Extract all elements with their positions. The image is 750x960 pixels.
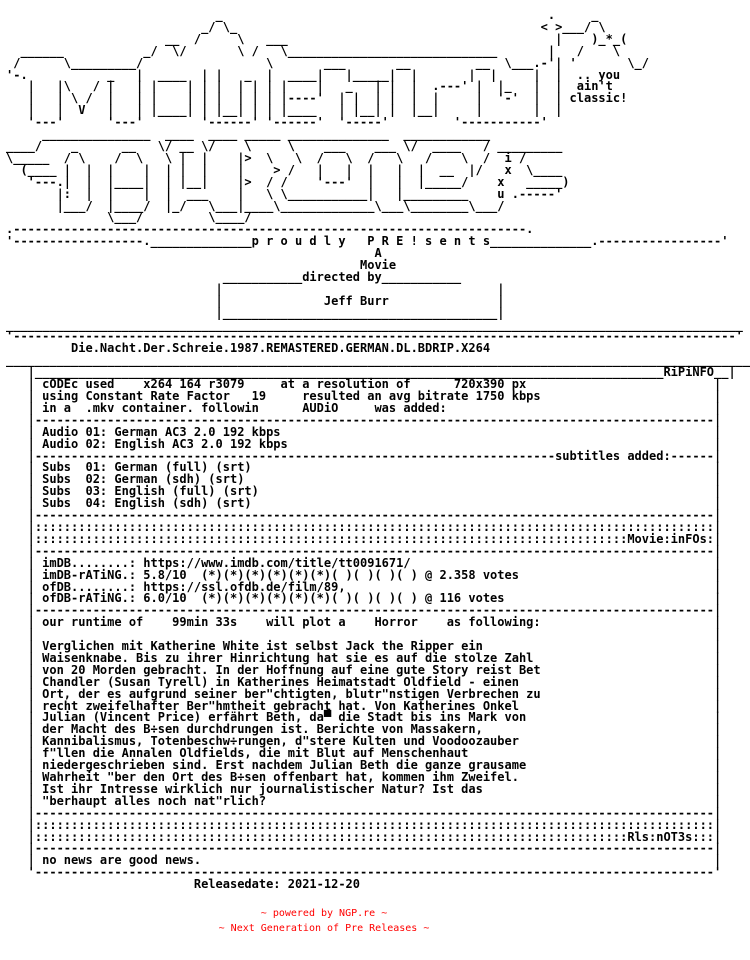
footer-tagline: ~ Next Generation of Pre Releases ~ — [218, 923, 430, 934]
nfo-text: _ . _ _/ \_ < >___/ \ __ / \ ___ | )_*_( ______ _/ \/ \ / \_____________________________ | / \ / \_________/ \ ___ __ __ \___.-'| ' \_/ '-. _ | ____ | | _ | ____| |_____| | | | | | .. you | |\ / | | | | | | | | | | | _ | | | .---' | |_ | | ain't | | \ / | | | | | | | | | |----' | | | | | | | '-' | | classic! | | V | | |____| | |__| | | |____ | |__| | |__| | | | '---' '---' '------' '------' '-----' '-----------' _______________ ____ ____ _____ ______________ ____________ ____/ _ __ \/ __ \/ \ \ ___ ___ \/ ____ / _________ \_____ / \ / \ \ | | |> \ \ / \ / \ / \ / i / (____ | | | | | | | | > / | | | | | __ |/ x \____ '---.| | |____| | |__| |> / / '---' | | |_____/ x _____) |: | | | | ___ | \ \___________| |_________ u .-----' |___/ |____/ |_/ \___|____\_____________\___\________\___/ \___/ \____/ .-----------------------------------------------------------------------. '------------------.______________p r o u d l y P R E ! s e n t s______________.-----------------' A Movie ___________directed by___________ | | | Jeff Burr | |______________________________________| ______________________________________________________________________________________________________ '----------------------------------------------------------------------------------------------------' Die.Nacht.Der.Schreie.1987.REMASTERED.GERMAN.DL.BDRIP.X264 _______________________________________________________________________________________________________ |_______________________________________________________________________________________RiPiNFO__| | cODEc used x264 164 r3079 at a resolution of 720x390 px | | using Constant Rate Factor 19 resulted an avg bitrate 1750 kbps | | in a .mkv container. followin AUDiO was added: | |----------------------------------------------------------------------------------------------| | Audio 01: German AC3 2.0 192 kbps | | Audio 02: English AC3 2.0 192 kbps | |------------------------------------------------------------------------subtitles added:------| | Subs 01: German (full) (srt) | | Subs 02: German (sdh) (srt) | | Subs 03: English (full) (srt) | | Subs 04: English (sdh) (srt) | |----------------------------------------------------------------------------------------------| |::::::::::::::::::::::::::::::::::::::::::::::::::::::::::::::::::::::::::::::::::::::::::::::| |::::::::::::::::::::::::::::::::::::::::::::::::::::::::::::::::::::::::::::::::::Movie:inFOs:| |----------------------------------------------------------------------------------------------| | imDB........: https://www.imdb.com/title/tt0091671/ | | imDB-rATiNG.: 5.8/10 (*)(*)(*)(*)(*)(*)( )( )( )( ) @ 2.358 votes | | ofDB........: https://ssl.ofdb.de/film/89, | | ofDB-rATiNG.: 6.0/10 (*)(*)(*)(*)(*)(*)( )( )( )( ) @ 116 votes | |----------------------------------------------------------------------------------------------| | our runtime of 99min 33s will plot a Horror as following: | | | | Verglichen mit Katherine White ist selbst Jack the Ripper ein | | Waisenknabe. Bis zu ihrer Hinrichtung hat sie es auf die stolze Zahl | | von 20 Morden gebracht. In der Hoffnung auf eine gute Story reist Bet | | Chandler (Susan Tyrell) in Katherines Heimatstadt Oldfield - einen | | Ort, der es aufgrund seiner ber"chtigten, blutr"nstigen Verbrechen zu | | recht zweifelhafter Ber"hmtheit gebracht hat. Von Katherines Onkel | | Julian (Vincent Price) erfährt Beth, da▀ die Stadt bis ins Mark von | | der Macht des B÷sen durchdrungen ist. Berichte von Massakern, | | Kannibalismus, Totenbeschw÷rungen, d"stere Kulten und Voodoozauber | | f"llen die Annalen Oldfields, die mit Blut auf Menschenhaut | | niedergeschrieben sind. Erst nachdem Julian Beth die ganze grausame | | Wahrheit "ber den Ort des B÷sen offenbart hat, kommen ihm Zweifel. | | Ist ihr Intresse wirklich nur journalistischer Natur? Ist das | | "berhaupt alles noch nat"rlich? | |----------------------------------------------------------------------------------------------| |::::::::::::::::::::::::::::::::::::::::::::::::::::::::::::::::::::::::::::::::::::::::::::::| |::::::::::::::::::::::::::::::::::::::::::::::::::::::::::::::::::::::::::::::::::Rls:nOT3s:::| |----------------------------------------------------------------------------------------------| | no news are good news. | '----------------------------------------------------------------------------------------------' Releasedate: 2021-12-20 — [6, 8, 750, 892]
footer-powered-by: ~ powered by NGP.re ~ — [260, 908, 388, 919]
